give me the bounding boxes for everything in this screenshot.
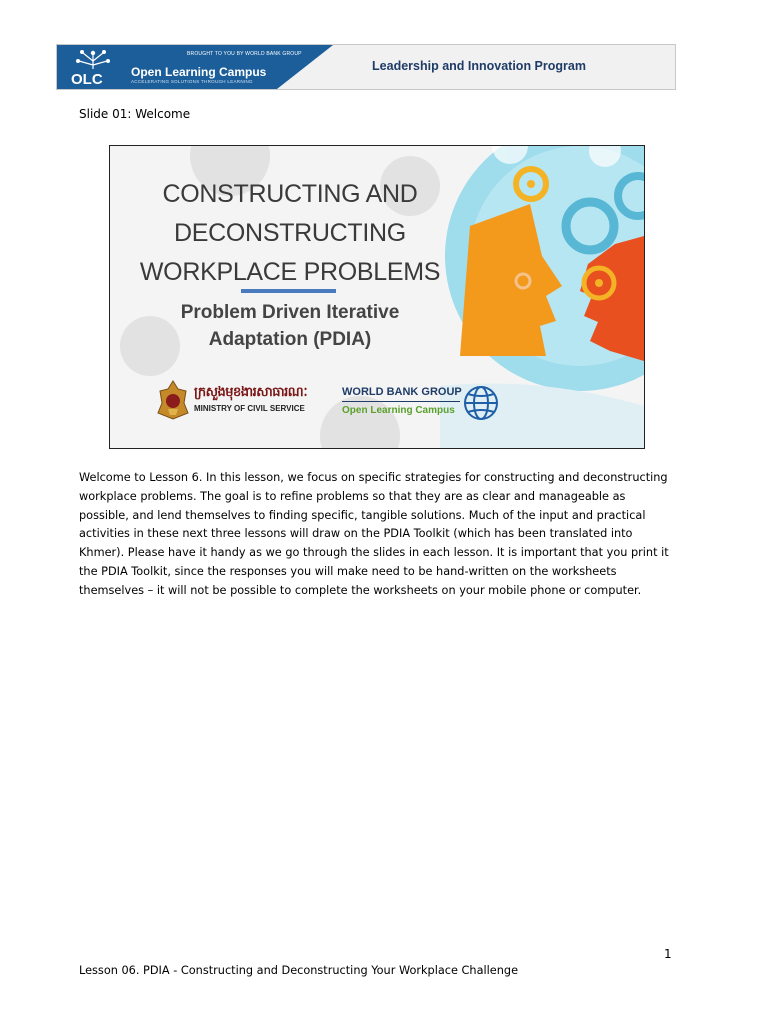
slide-image (109, 145, 645, 449)
wbg-name: WORLD BANK GROUP (342, 386, 462, 398)
paragraph-line: possible, and lend themselves to finding specific, tangible solutions. Much of the input and practical (79, 508, 646, 522)
olc-tagline: ACCELERATING SOLUTIONS THROUGH LEARNING (131, 79, 253, 84)
wbg-brought-by: BROUGHT TO YOU BY WORLD BANK GROUP (187, 51, 302, 57)
slide-title-line: CONSTRUCTING AND (162, 180, 418, 208)
slide-subtitle-line: Problem Driven Iterative (180, 302, 400, 323)
welcome-paragraph (79, 469, 679, 601)
title-underline (241, 289, 336, 293)
svg-text:OLC: OLC (71, 71, 103, 87)
wbg-divider (342, 401, 460, 402)
wbg-olc-name: Open Learning Campus (342, 405, 455, 416)
slide-title-line: DECONSTRUCTING (174, 219, 406, 247)
olc-name: Open Learning Campus (131, 65, 267, 79)
paragraph-line: themselves – it will not be possible to complete the worksheets on your mobile phone or computer. (79, 583, 642, 597)
paragraph-line: workplace problems. The goal is to refine problems so that they are as clear and manageable as (79, 489, 626, 503)
paragraph-line: activities in these next three lessons will draw on the PDIA Toolkit (which has been translated into (79, 527, 633, 541)
slide-subtitle (110, 299, 470, 353)
paragraph-line: Khmer). Please have it handy as we go through the slides in each lesson. It is important that you print it (79, 546, 669, 560)
slide-label: Slide 01: Welcome (79, 107, 191, 121)
slide-title (110, 175, 470, 292)
paragraph-line: the PDIA Toolkit, since the responses you will make need to be hand-written on the worksheets (79, 564, 617, 578)
slide-subtitle-line: Adaptation (PDIA) (208, 329, 372, 350)
page-footer: Lesson 06. PDIA - Constructing and Deconstructing Your Workplace Challenge (79, 964, 519, 977)
slide-title-line: WORKPLACE PROBLEMS (139, 258, 441, 286)
page-number: 1 (664, 947, 672, 961)
globe-icon (462, 384, 500, 422)
olc-logo-icon (65, 47, 121, 87)
ministry-emblem-icon (156, 379, 190, 421)
header-banner (56, 44, 676, 90)
paragraph-line: Welcome to Lesson 6. In this lesson, we focus on specific strategies for constructing and deconstructing (79, 471, 668, 484)
ministry-name: MINISTRY OF CIVIL SERVICE (194, 404, 305, 413)
program-title: Leadership and Innovation Program (372, 59, 586, 73)
ministry-name-khmer: ក្រសួងមុខងារសាធារណៈ (194, 384, 308, 399)
